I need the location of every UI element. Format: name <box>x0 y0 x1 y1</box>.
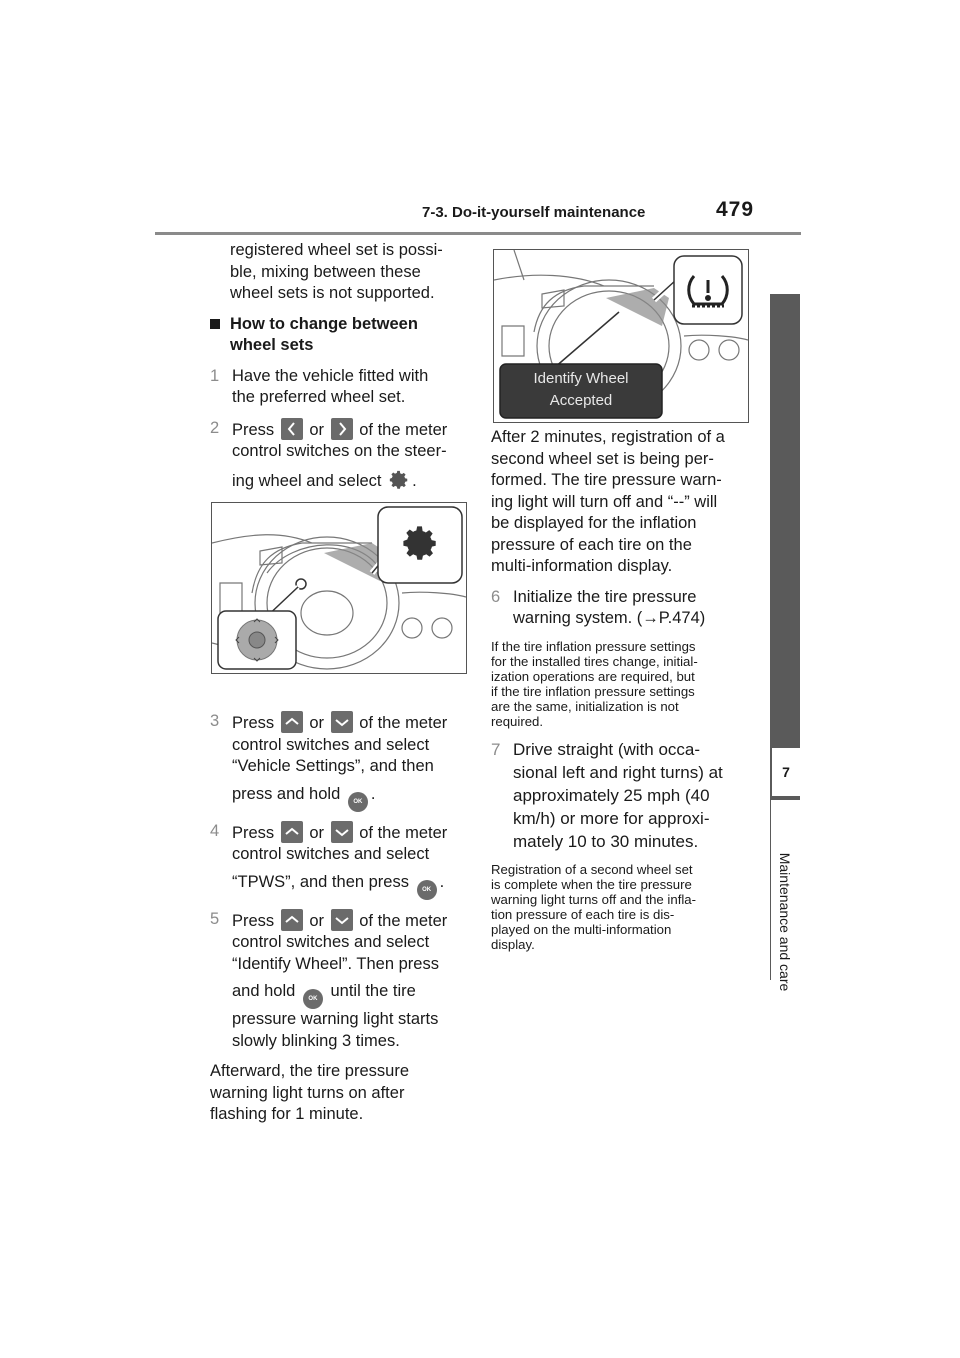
text-line: ble, mixing between these <box>230 262 421 281</box>
chapter-number: 7 <box>770 746 800 798</box>
steering-wheel-illustration <box>211 502 467 674</box>
chevron-up-icon <box>281 909 303 931</box>
text-line: Afterward, the tire pressure <box>210 1062 409 1080</box>
gear-icon <box>388 469 410 491</box>
ok-button-icon: OK <box>348 792 368 812</box>
note-registration-complete: Registration of a second wheel set is complete when the tire pressure warning light turns off and the infla- tion pressure of each tire is dis- played on the multi-information display. <box>491 861 697 952</box>
step-4: 4 Press or of the meter control switches and select “TPWS”, and then press OK . <box>210 821 478 900</box>
display-message <box>500 368 662 412</box>
text-line: After 2 minutes, registration of a <box>491 428 725 446</box>
text-line: pressure of each tire on the <box>491 535 692 554</box>
section-title: 7-3. Do-it-yourself maintenance <box>422 204 646 221</box>
text-line: wheel sets is not supported. <box>230 284 435 302</box>
chapter-title: Maintenance and care <box>777 852 793 992</box>
section-heading: How to change between wheel sets <box>210 314 478 357</box>
text-line: be displayed for the inflation <box>491 514 697 532</box>
chevron-up-icon <box>281 821 303 843</box>
header-rule <box>155 232 801 235</box>
text-line: formed. The tire pressure warn- <box>491 471 722 489</box>
chevron-down-icon <box>331 821 353 843</box>
left-column <box>210 240 478 1126</box>
text-line: ing light will turn off and “--” will <box>491 492 718 511</box>
chevron-left-icon <box>281 418 303 440</box>
text-line: warning light turns on after <box>210 1083 405 1102</box>
right-column <box>491 427 753 961</box>
step-2: 2 Press or of the meter control switches on the steer- ing wheel and select . <box>210 418 448 490</box>
chevron-down-icon <box>331 909 353 931</box>
ok-button-icon: OK <box>303 989 323 1009</box>
display-line: Identify Wheel <box>533 370 629 387</box>
text-line: flashing for 1 minute. <box>210 1105 364 1123</box>
step-6: 6 Initialize the tire pressure warning system. (→P.474) <box>491 587 706 627</box>
step-1: 1 Have the vehicle fitted with the preferred wheel set. <box>210 366 429 406</box>
chevron-right-icon <box>331 418 353 440</box>
heading-bullet <box>210 319 220 329</box>
page-number: 479 <box>716 198 755 221</box>
text-line: second wheel set is being per- <box>491 449 714 468</box>
meter-display-illustration <box>493 249 749 423</box>
chevron-down-icon <box>331 711 353 733</box>
ok-button-icon: OK <box>417 880 437 900</box>
note-initialization: If the tire inflation pressure settings for the installed tires change, initial- ization operations are required, but if the tire inflation pressure settings are the same, initialization is not required. <box>491 638 698 729</box>
text-line: multi-information display. <box>491 557 673 575</box>
page-reference-link[interactable]: P.474) <box>658 609 706 627</box>
chevron-up-icon <box>281 711 303 733</box>
step-3: 3 Press or of the meter control switches and select “Vehicle Settings”, and then press and hold OK . <box>210 711 478 812</box>
step-7: 7 Drive straight (with occa- sional left and right turns) at approximately 25 mph (40 km/h) or more for approxi- mately 10 to 30 minutes. <box>491 739 723 851</box>
display-line: Accepted <box>549 392 613 409</box>
step-5: 5 Press or of the meter control switches and select “Identify Wheel”. Then press and hold OK until the tire pressure warning light starts slowly blinking 3 times. <box>210 909 448 1050</box>
arrow-right-icon: → <box>642 609 659 627</box>
text-line: registered wheel set is possi- <box>230 241 443 259</box>
